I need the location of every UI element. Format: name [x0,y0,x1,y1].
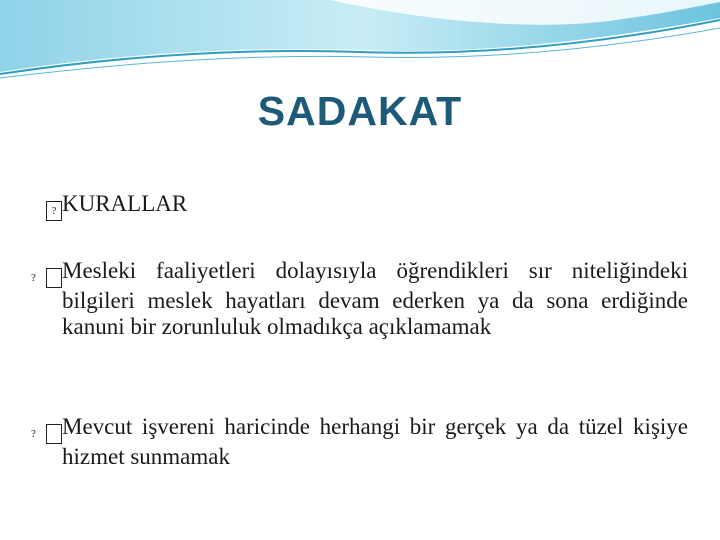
bullet-text: Mevcut işvereni haricinde herhangi bir gerçek ya da tüzel kişiye hizmet sunmamak [62,414,688,469]
bullet-item-mesleki [31,258,688,340]
bullet-icon: ? [46,268,62,288]
header-wave-decoration [0,0,720,90]
bullet-text: KURALLAR [62,191,188,216]
bullet-text: Mesleki faaliyetleri dolayısıyla öğrendikleri sır niteliğindeki bilgileri meslek hayatları devam ederken ya da sona erdiğinde kanuni bir zorunluluk olmadıkça açıklamamak [62,258,688,339]
bullet-icon: ? [46,201,62,221]
bullet-item-kurallar [46,191,672,221]
bullet-icon: ? [46,424,62,444]
slide-title: SADAKAT [257,88,463,134]
bullet-item-mevcut [31,414,688,470]
